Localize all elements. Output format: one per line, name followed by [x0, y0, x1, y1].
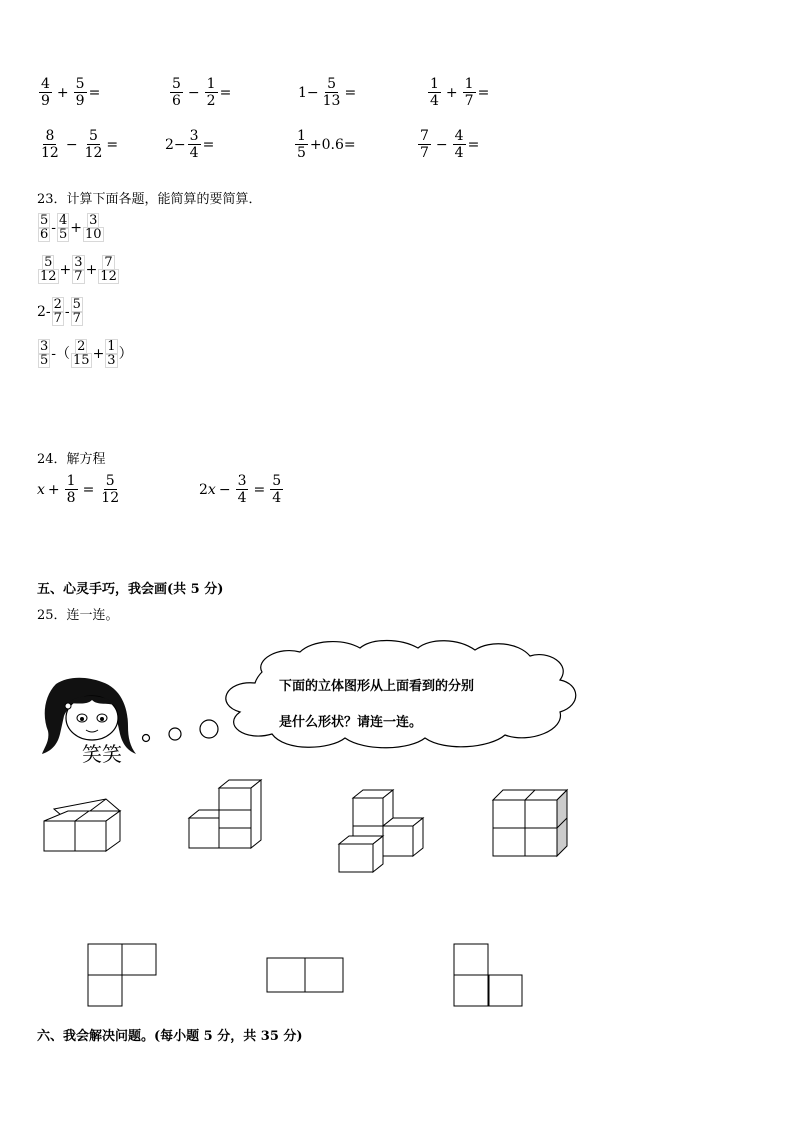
row1-expr-1: $\frac{4}{9}$ + $\frac{5}{9}$ = [41, 76, 101, 109]
q23-title: 23．计算下面各题，能简算的要简算． [37, 192, 262, 207]
bubble-text-line-1: 下面的立体图形从上面看到的分别 [279, 679, 475, 694]
bubble-text-line-2: 是什么形状？请连一连。 [279, 715, 423, 730]
row1-expr-3: 1− $\frac{5}{13}$ = [298, 76, 357, 109]
girl-name-label: 笑笑 [82, 742, 122, 766]
q24-title: 24．解方程 [37, 452, 106, 467]
section-5-heading: 五、心灵手巧，我会画(共 5 分) [37, 582, 224, 597]
top-view-shape-3 [452, 942, 526, 1008]
q23-expr-4: $\frac{3}{5}$ -（ $\frac{2}{15}$ + $\frac{1}{3}$ ） [40, 339, 133, 368]
q24-equation-1: x + $\frac{1}{8}$ = $\frac{5}{12}$ [37, 473, 120, 506]
top-view-shape-1 [86, 942, 158, 1008]
row2-expr-1: $\frac{8}{12}$ − $\frac{5}{12}$ = [41, 128, 119, 161]
solid-shape-4 [489, 786, 571, 861]
q23-expr-3: 2- $\frac{2}{7}$ - $\frac{5}{7}$ [37, 297, 81, 326]
row1-expr-2: $\frac{5}{6}$ − $\frac{1}{2}$ = [172, 76, 232, 109]
row2-expr-4: $\frac{7}{7}$ − $\frac{4}{4}$ = [420, 128, 480, 161]
section-6-heading: 六、我会解决问题。(每小题 5 分，共 35 分) [37, 1029, 303, 1044]
q24-equation-2: 2 x − $\frac{3}{4}$ = $\frac{5}{4}$ [199, 473, 282, 506]
q25-title: 25．连一连。 [37, 608, 119, 623]
solid-shape-2 [185, 776, 267, 856]
q23-expr-2: $\frac{5}{12}$ + $\frac{3}{7}$ + $\frac{7}{12}$ [40, 255, 117, 284]
q23-expr-1: $\frac{5}{6}$ - $\frac{4}{5}$ + $\frac{3}{10}$ [40, 213, 102, 242]
top-view-shape-2 [265, 956, 347, 994]
row2-expr-3: $\frac{1}{5}$ +0.6= [297, 128, 356, 161]
solid-shape-3 [335, 786, 430, 876]
row2-expr-2: 2− $\frac{3}{4}$ = [165, 128, 215, 161]
solid-shape-1 [40, 795, 125, 855]
row1-expr-4: $\frac{1}{4}$ + $\frac{1}{7}$ = [430, 76, 490, 109]
